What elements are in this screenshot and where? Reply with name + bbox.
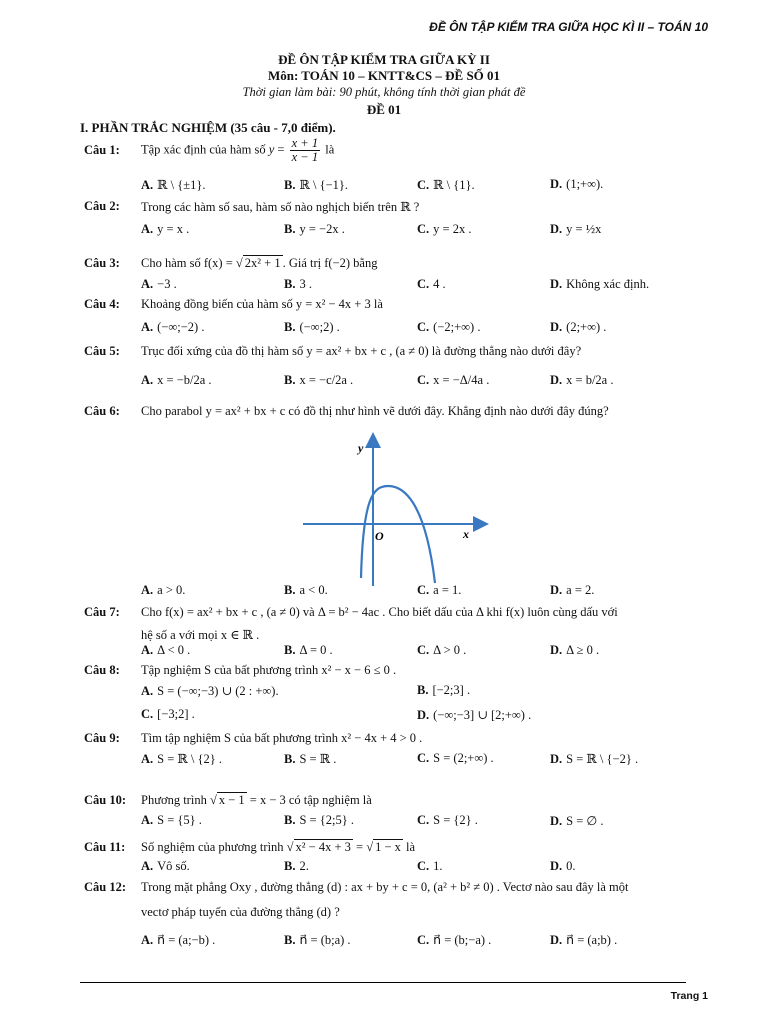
question-text-cont: hệ số a với mọi x ∈ ℝ .	[141, 628, 260, 642]
option-b[interactable]: B. S = ℝ .	[284, 752, 337, 766]
option-b[interactable]: B. y = −2x .	[284, 222, 345, 236]
option-c[interactable]: C. Δ > 0 .	[417, 643, 467, 657]
option-b[interactable]: B. ℝ \ {−1}.	[284, 178, 349, 192]
option-a[interactable]: A. −3 .	[141, 277, 177, 291]
option-c[interactable]: C. S = (2;+∞) .	[417, 751, 494, 765]
option-c[interactable]: C. x = −Δ/4a .	[417, 373, 490, 387]
question-text: Tìm tập nghiệm S của bất phương trình x² − 4x + 4 > 0 .	[141, 731, 423, 745]
option-a[interactable]: A. Δ < 0 .	[141, 643, 191, 657]
option-a[interactable]: A. Vô số.	[141, 859, 190, 873]
option-b[interactable]: B. Δ = 0 .	[284, 643, 333, 657]
option-c[interactable]: C. 4 .	[417, 277, 446, 291]
option-d[interactable]: D. (1;+∞).	[550, 177, 604, 191]
option-a[interactable]: A. n⃗ = (a;−b) .	[141, 933, 216, 947]
question-text: Trong các hàm số sau, hàm số nào nghịch biến trên ℝ ?	[141, 200, 420, 214]
exam-title: ĐỀ ÔN TẬP KIỂM TRA GIỮA KỲ II	[278, 52, 490, 67]
y-axis-label: y	[358, 441, 364, 455]
option-a[interactable]: A. S = ℝ \ {2} .	[141, 752, 223, 766]
question-text: Trong mặt phẳng Oxy , đường thẳng (d) : ax + by + c = 0, (a² + b² ≠ 0) . Vectơ nào sau đây là một	[141, 880, 629, 894]
page-number: Trang 1	[670, 990, 708, 1002]
option-c[interactable]: C. y = 2x .	[417, 222, 472, 236]
question-text: Phương trình √ x − 1 = x − 3 có tập nghiệm là	[141, 793, 372, 807]
option-c[interactable]: C. n⃗ = (b;−a) .	[417, 933, 492, 947]
x-axis-label: x	[463, 527, 469, 541]
parabola-graph	[295, 428, 495, 588]
question-label: Câu 1:	[84, 143, 120, 157]
option-d[interactable]: D. Δ ≥ 0 .	[550, 643, 600, 657]
question-text: Tập xác định của hàm số y = $\frac{x + 1}{x - 1}$ là	[141, 136, 335, 165]
question-text: Tập nghiệm S của bất phương trình x² − x − 6 ≤ 0 .	[141, 663, 397, 677]
option-b[interactable]: B. (−∞;2) .	[284, 320, 340, 334]
question-label: Câu 9:	[84, 731, 120, 745]
question-label: Câu 5:	[84, 344, 120, 358]
question-label: Câu 2:	[84, 199, 120, 213]
option-a[interactable]: A. x = −b/2a .	[141, 373, 212, 387]
option-b[interactable]: B. x = −c/2a .	[284, 373, 354, 387]
section-heading: I. PHẦN TRẮC NGHIỆM (35 câu - 7,0 điểm).	[80, 120, 336, 135]
question-label: Câu 11:	[84, 840, 126, 854]
exam-code: ĐỀ 01	[366, 102, 402, 117]
option-b[interactable]: B. 2.	[284, 859, 309, 873]
question-label: Câu 4:	[84, 297, 120, 311]
option-d[interactable]: D. (−∞;−3] ∪ [2;+∞) .	[417, 708, 532, 722]
option-b[interactable]: B. n⃗ = (b;a) .	[284, 933, 351, 947]
option-b[interactable]: B. [−2;3] .	[417, 683, 471, 697]
question-text: Cho f(x) = ax² + bx + c , (a ≠ 0) và Δ = b² − 4ac . Cho biết dấu của Δ khi f(x) luôn cùng dấu với	[141, 605, 618, 619]
question-text: Khoảng đồng biến của hàm số y = x² − 4x + 3 là	[141, 297, 383, 311]
footer-divider	[80, 982, 686, 983]
option-a[interactable]: A. S = (−∞;−3) ∪ (2 : +∞).	[141, 684, 279, 698]
fraction: $\frac{x + 1}{x - 1}$	[291, 136, 319, 165]
option-d[interactable]: D. S = ∅ .	[550, 814, 604, 828]
question-text: Trục đối xứng của đồ thị hàm số y = ax² + bx + c , (a ≠ 0) là đường thẳng nào dưới đây?	[141, 344, 582, 358]
question-text: Cho parabol y = ax² + bx + c có đồ thị như hình vẽ dưới đây. Khẳng định nào dưới đây đúng?	[141, 404, 609, 418]
option-c[interactable]: C. (−2;+∞) .	[417, 320, 481, 334]
option-c[interactable]: C. 1.	[417, 859, 443, 873]
option-a[interactable]: A. ℝ \ {±1}.	[141, 178, 206, 192]
option-c[interactable]: C. ℝ \ {1}.	[417, 178, 475, 192]
option-a[interactable]: A. y = x .	[141, 222, 190, 236]
page-header: ĐỀ ÔN TẬP KIỂM TRA GIỮA HỌC KÌ II – TOÁN 10	[429, 20, 708, 34]
question-label: Câu 3:	[84, 256, 120, 270]
option-a[interactable]: A. a > 0.	[141, 583, 186, 597]
option-b[interactable]: B. a < 0.	[284, 583, 328, 597]
time-note: Thời gian làm bài: 90 phút, không tính thời gian phát đề	[242, 85, 526, 99]
option-d[interactable]: D. Không xác định.	[550, 277, 650, 291]
option-c[interactable]: C. [−3;2] .	[141, 707, 195, 721]
option-c[interactable]: C. S = {2} .	[417, 813, 478, 827]
option-d[interactable]: D. y = ½x	[550, 222, 602, 236]
question-label: Câu 12:	[84, 880, 127, 894]
question-label: Câu 8:	[84, 663, 120, 677]
exam-subject: Môn: TOÁN 10 – KNTT&CS – ĐỀ SỐ 01	[267, 68, 501, 83]
option-b[interactable]: B. 3 .	[284, 277, 312, 291]
question-text-cont: vectơ pháp tuyến của đường thẳng (d) ?	[141, 905, 340, 919]
question-label: Câu 6:	[84, 404, 120, 418]
option-d[interactable]: D. x = b/2a .	[550, 373, 614, 387]
question-label: Câu 7:	[84, 605, 120, 619]
origin-label: O	[375, 529, 384, 543]
option-d[interactable]: D. n⃗ = (a;b) .	[550, 933, 618, 947]
option-a[interactable]: A. (−∞;−2) .	[141, 320, 205, 334]
option-b[interactable]: B. S = {2;5} .	[284, 813, 354, 827]
option-d[interactable]: D. S = ℝ \ {−2} .	[550, 752, 639, 766]
option-c[interactable]: C. a = 1.	[417, 583, 462, 597]
option-a[interactable]: A. S = {5} .	[141, 813, 202, 827]
option-d[interactable]: D. 0.	[550, 859, 576, 873]
option-d[interactable]: D. a = 2.	[550, 583, 595, 597]
option-d[interactable]: D. (2;+∞) .	[550, 320, 607, 334]
question-text: Cho hàm số f(x) = √ 2x² + 1 . Giá trị f(−2) bằng	[141, 256, 378, 270]
question-text: Số nghiệm của phương trình √ x² − 4x + 3 = √ 1 − x là	[141, 840, 416, 854]
question-label: Câu 10:	[84, 793, 127, 807]
